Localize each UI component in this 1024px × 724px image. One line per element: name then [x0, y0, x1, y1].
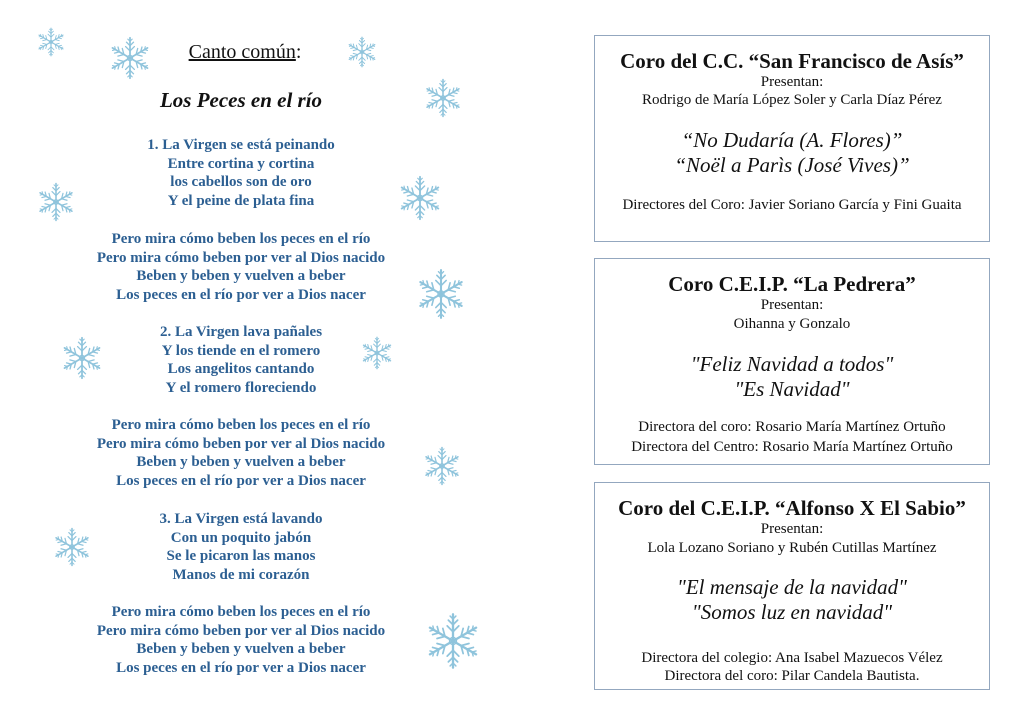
choir-song: “No Dudaría (A. Flores)” [681, 128, 903, 152]
choir-title: Coro del C.C. “San Francisco de Asís” [620, 49, 964, 73]
choir-song: "Es Navidad" [734, 377, 850, 401]
lyric-line: Y el romero floreciendo [165, 379, 317, 396]
chorus [40, 603, 442, 677]
lyric-line: Entre cortina y cortina [167, 155, 315, 172]
presenters: Lola Lozano Soriano y Rubén Cutillas Martínez [647, 540, 937, 556]
lyric-line: Se le picaron las manos [166, 548, 316, 565]
lyric-line: los cabellos son de oro [170, 174, 312, 191]
lyric-line: Pero mira cómo beben por ver al Dios nacido [96, 249, 386, 266]
choir-credit: Directora del coro: Rosario María Martínez Ortuño [638, 419, 946, 435]
lyric-line: Pero mira cómo beben los peces en el río [111, 604, 371, 620]
presenters: Oihanna y Gonzalo [733, 316, 851, 332]
presentan-label: Presentan: [760, 521, 824, 537]
snowflake-icon [36, 27, 66, 57]
choir-song: "Somos luz en navidad" [691, 600, 893, 624]
lyric-line: Pero mira cómo beben por ver al Dios nacido [96, 622, 386, 639]
stanza [40, 136, 442, 210]
presentan-label: Presentan: [760, 74, 824, 90]
snowflake-icon [346, 36, 378, 68]
lyric-line: 3. La Virgen está lavando [159, 511, 323, 527]
choir-song: "Feliz Navidad a todos" [690, 352, 894, 376]
chorus [40, 416, 442, 490]
canto-colon: : [295, 41, 302, 63]
lyric-line: Pero mira cómo beben los peces en el río [111, 417, 371, 433]
canto-label: Canto común [188, 41, 296, 63]
snowflake-icon [423, 78, 463, 118]
snowflake-icon [36, 182, 76, 222]
lyric-line: Con un poquito jabón [170, 529, 312, 546]
snowflake-icon [60, 336, 104, 380]
lyric-line: Los peces en el río por ver a Dios nacer [116, 286, 366, 303]
chorus [40, 230, 442, 304]
song-title: Los Peces en el río [159, 88, 323, 112]
lyric-line: Beben y beben y vuelven a beber [136, 454, 346, 471]
canto-heading [170, 41, 320, 64]
snowflake-icon [360, 336, 394, 370]
choir-title: Coro C.E.I.P. “La Pedrera” [668, 272, 916, 296]
presentan-label: Presentan: [760, 297, 824, 313]
lyric-line: Manos de mi corazón [172, 566, 310, 583]
lyric-line: Y el peine de plata fina [167, 192, 315, 209]
lyric-line: 2. La Virgen lava pañales [159, 324, 323, 340]
lyric-line: Los peces en el río por ver a Dios nacer [116, 659, 366, 676]
lyric-line: Los peces en el río por ver a Dios nacer [116, 472, 366, 489]
lyric-line: Los angelitos cantando [167, 361, 315, 378]
snowflake-icon [397, 175, 443, 221]
stanza [40, 510, 442, 584]
snowflake-icon [52, 527, 92, 567]
snowflake-icon [424, 612, 482, 670]
choir-song: "El mensaje de la navidad" [677, 575, 907, 599]
choir-credit: Directora del coro: Pilar Candela Bautista. [664, 668, 920, 684]
snowflake-icon [415, 268, 467, 320]
lyric-line: Beben y beben y vuelven a beber [136, 268, 346, 285]
snowflake-icon [108, 36, 152, 80]
choir-card [594, 482, 990, 690]
lyric-line: Pero mira cómo beben por ver al Dios nacido [96, 435, 386, 452]
choir-song: “Noël a Parìs (José Vives)” [674, 153, 910, 177]
choir-credit: Directora del Centro: Rosario María Martínez Ortuño [631, 439, 953, 455]
presenters: Rodrigo de María López Soler y Carla Díaz Pérez [642, 92, 942, 108]
choir-title: Coro del C.E.I.P. “Alfonso X El Sabio” [618, 496, 966, 520]
lyric-line: Beben y beben y vuelven a beber [136, 641, 346, 658]
choir-card [594, 258, 990, 465]
lyric-line: 1. La Virgen se está peinando [147, 137, 335, 153]
choir-credit: Directora del colegio: Ana Isabel Mazuecos Vélez [641, 650, 943, 666]
choir-card [594, 35, 990, 242]
choir-credit: Directores del Coro: Javier Soriano García y Fini Guaita [622, 197, 962, 213]
lyric-line: Y los tiende en el romero [161, 342, 321, 359]
snowflake-icon [422, 446, 462, 486]
lyric-line: Pero mira cómo beben los peces en el río [111, 231, 371, 247]
